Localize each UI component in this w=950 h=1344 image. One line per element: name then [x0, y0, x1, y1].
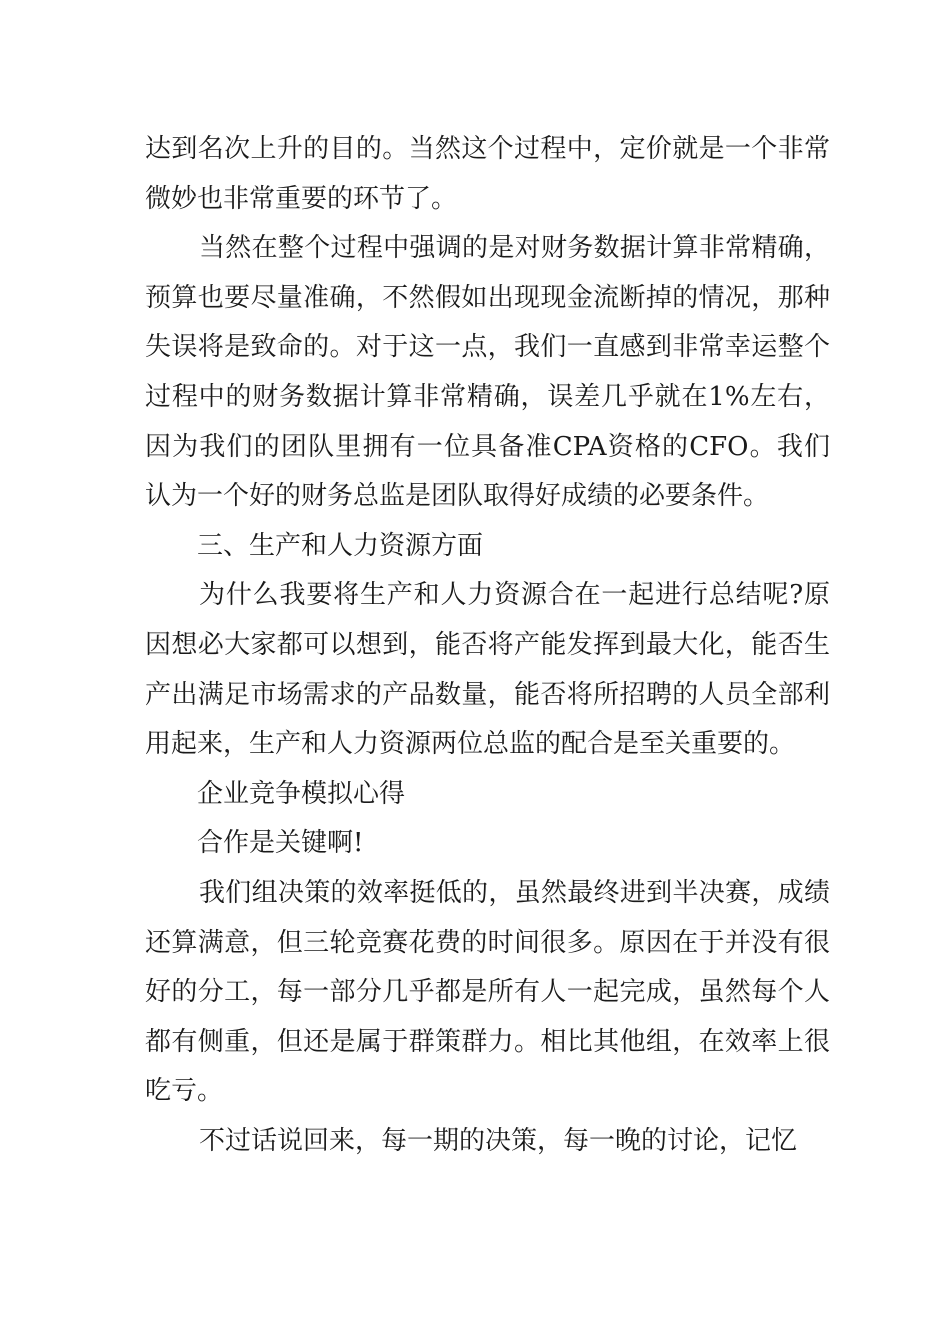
- section-heading-production-hr: 三、生产和人力资源方面: [197, 530, 484, 561]
- paragraph-memories: 不过话说回来，每一期的决策，每一晚的讨论，记忆: [199, 1125, 798, 1156]
- paragraph-team-efficiency: 我们组决策的效率挺低的，虽然最终进到半决赛，成绩还算满意，但三轮竞赛花费的时间很多。原因在于并没有很好的分工，每一部分几乎都是所有人一起完成，虽然每个人都有侧重，但还是属于群策群力。相比其他组，在效率上很吃亏。: [145, 877, 830, 1107]
- section-heading-simulation-reflection: 企业竞争模拟心得: [197, 778, 406, 809]
- paragraph-production-hr: 为什么我要将生产和人力资源合在一起进行总结呢?原因想必大家都可以想到，能否将产能发挥到最大化，能否生产出满足市场需求的产品数量，能否将所招聘的人员全部利用起来，生产和人力资源两位总监的配合是至关重要的。: [145, 580, 830, 760]
- paragraph-pricing-continuation: 达到名次上升的目的。当然这个过程中，定价就是一个非常微妙也非常重要的环节了。: [145, 134, 830, 214]
- document-body: [145, 125, 830, 1166]
- paragraph-finance-accuracy: 当然在整个过程中强调的是对财务数据计算非常精确，预算也要尽量准确，不然假如出现现金流断掉的情况，那种失误将是致命的。对于这一点，我们一直感到非常幸运整个过程中的财务数据计算非常精确，误差几乎就在1%左右，因为我们的团队里拥有一位具备准CPA资格的CFO。我们认为一个好的财务总监是团队取得好成绩的必要条件。: [145, 233, 830, 512]
- section-heading-cooperation: 合作是关键啊!: [197, 828, 364, 859]
